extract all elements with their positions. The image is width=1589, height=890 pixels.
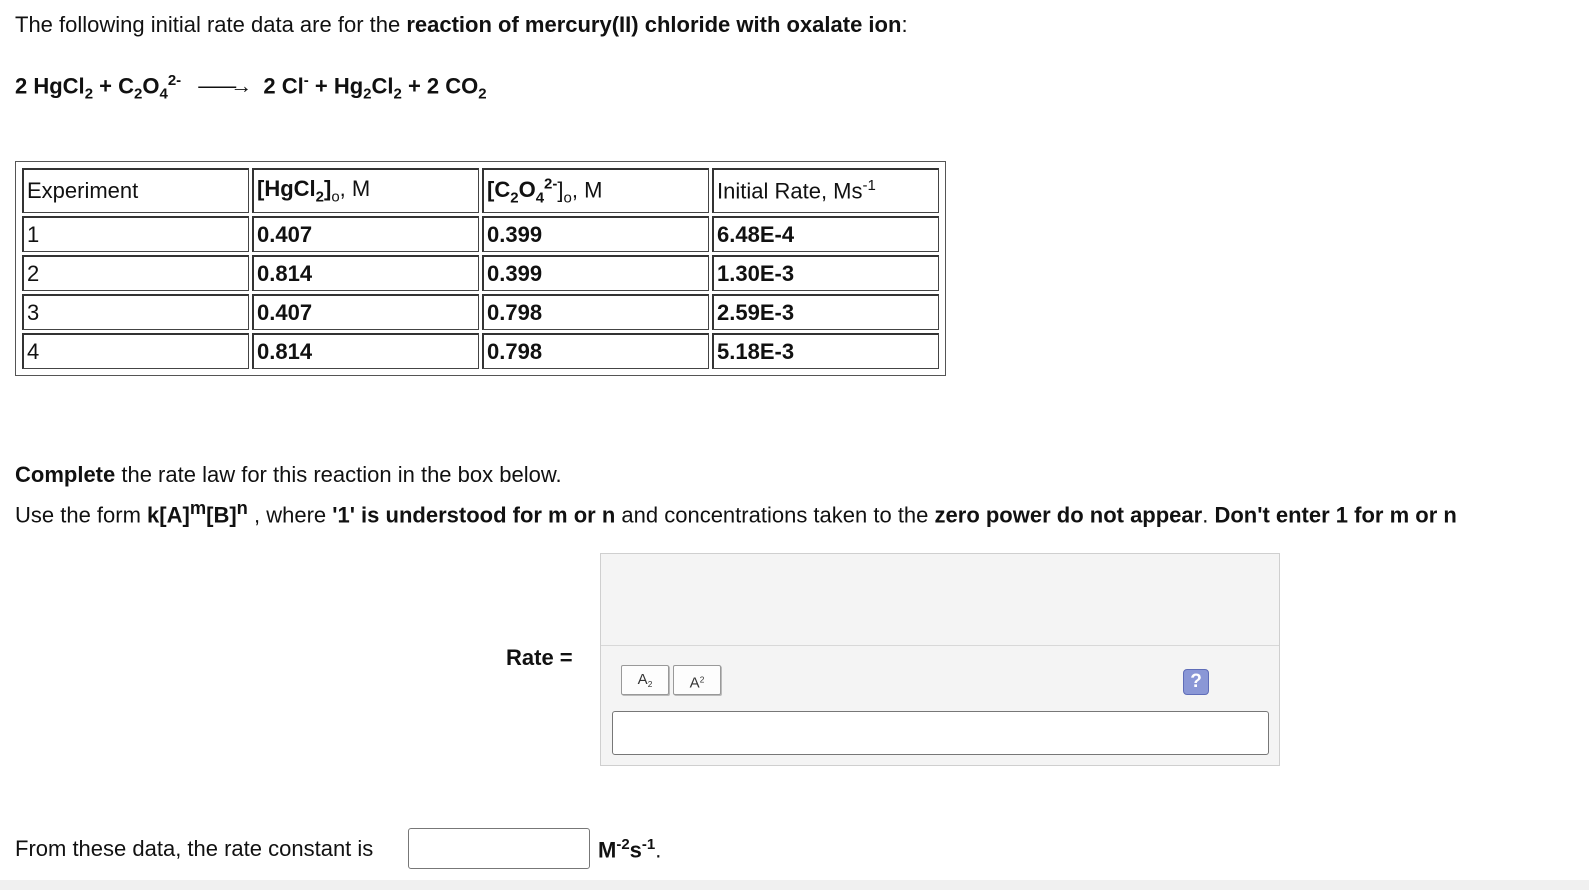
instr-bold: '1' is understood for m or n — [332, 502, 616, 528]
header-text: Initial Rate, Ms — [717, 178, 863, 204]
intro-prefix: The following initial rate data are for the — [15, 12, 407, 37]
instructions-line2 — [15, 491, 1457, 531]
eq-charge: - — [303, 72, 309, 89]
instr-bold: Don't enter 1 for m or n — [1214, 502, 1457, 528]
subscript-icon: A — [637, 671, 648, 688]
eq-sub: 2 — [393, 85, 402, 103]
instr-bold: zero power do not appear — [934, 502, 1203, 528]
cell-experiment: 2 — [22, 255, 249, 291]
reaction-arrow-icon: ——→ — [198, 73, 247, 99]
header-text: [HgCl — [257, 176, 316, 202]
table-header-row — [22, 168, 939, 213]
cell-oxalate: 0.798 — [482, 294, 709, 330]
unit-m: M — [598, 837, 617, 863]
subscript-icon-small: 2 — [647, 679, 653, 689]
subscript-button[interactable] — [621, 665, 669, 695]
cell-hgcl2: 0.814 — [252, 333, 479, 369]
eq-plus: + C — [93, 73, 134, 99]
instructions — [15, 458, 1457, 531]
header-text: Experiment — [27, 178, 139, 203]
eq-sub: 2 — [84, 85, 94, 103]
reaction-equation — [15, 72, 487, 103]
data-table — [19, 165, 942, 372]
eq-product1: 2 Cl — [263, 73, 304, 99]
cell-experiment: 1 — [22, 216, 249, 252]
header-text: , M — [571, 176, 603, 202]
rate-constant-input[interactable] — [408, 828, 590, 869]
header-experiment — [22, 168, 249, 213]
table-row — [22, 216, 939, 252]
instr-text: the rate law for this reaction in the box below. — [115, 462, 562, 487]
eq-charge: 2- — [167, 72, 182, 89]
cell-experiment: 4 — [22, 333, 249, 369]
header-text: , M — [339, 176, 371, 202]
instr-exp-m: m — [189, 497, 207, 518]
eq-sub: 2 — [478, 85, 487, 103]
help-icon[interactable]: ? — [1183, 669, 1209, 695]
header-sup: 2- — [544, 175, 558, 193]
header-text: [C — [487, 176, 511, 202]
cell-hgcl2: 0.407 — [252, 294, 479, 330]
header-rate — [712, 168, 939, 213]
superscript-icon-small: 2 — [699, 675, 705, 685]
eq-sub: 4 — [159, 85, 168, 103]
eq-sub: 2 — [363, 85, 372, 103]
cell-oxalate: 0.399 — [482, 216, 709, 252]
eq-cl: Cl — [371, 73, 394, 99]
instr-text: . — [1202, 502, 1215, 528]
cell-oxalate: 0.399 — [482, 255, 709, 291]
eq-sub: 2 — [134, 85, 143, 103]
header-oxalate — [482, 168, 709, 213]
unit-period: . — [655, 837, 662, 863]
rate-label: Rate = — [506, 645, 573, 670]
rate-constant-units — [598, 836, 661, 863]
header-text: ] — [557, 176, 564, 202]
instr-form: k[A] — [147, 502, 190, 528]
header-sub: 2 — [315, 188, 324, 206]
header-sub: o — [331, 188, 340, 206]
cell-rate: 6.48E-4 — [712, 216, 939, 252]
instr-form: [B] — [206, 502, 237, 528]
editor-preview-area — [601, 554, 1279, 646]
instr-bold: Complete — [15, 462, 116, 487]
rate-data-table — [15, 161, 946, 376]
unit-s-exp: -1 — [641, 836, 656, 853]
table-row — [22, 294, 939, 330]
rate-law-editor — [600, 553, 1280, 766]
header-text: O — [518, 176, 536, 202]
rate-law-input[interactable] — [612, 711, 1269, 755]
cell-rate: 1.30E-3 — [712, 255, 939, 291]
rate-constant-label: From these data, the rate constant is — [15, 836, 374, 861]
table-row — [22, 255, 939, 291]
cell-experiment: 3 — [22, 294, 249, 330]
intro-suffix: : — [901, 12, 908, 37]
cell-hgcl2: 0.814 — [252, 255, 479, 291]
cell-hgcl2: 0.407 — [252, 216, 479, 252]
instr-text: and concentrations taken to the — [615, 502, 935, 528]
header-text: ] — [324, 176, 332, 202]
header-hgcl2 — [252, 168, 479, 213]
unit-s: s — [629, 837, 642, 863]
superscript-icon: A — [689, 674, 700, 692]
header-sub: 4 — [535, 189, 545, 207]
instr-text: , where — [247, 502, 333, 528]
instr-exp-n: n — [236, 497, 248, 518]
cell-rate: 2.59E-3 — [712, 294, 939, 330]
bottom-strip — [0, 880, 1589, 890]
header-sup: -1 — [862, 177, 876, 195]
eq-reactant1: 2 HgCl — [15, 73, 85, 99]
eq-plus: + Hg — [308, 73, 364, 99]
eq-plus: + 2 CO — [401, 73, 479, 99]
header-sub: o — [563, 189, 572, 207]
unit-m-exp: -2 — [616, 836, 630, 853]
instructions-line1 — [15, 458, 1457, 491]
intro-bold: reaction of mercury(II) chloride with oxalate ion — [406, 12, 902, 37]
header-sub: 2 — [510, 189, 519, 207]
table-row — [22, 333, 939, 369]
intro-text — [15, 12, 908, 38]
eq-o: O — [142, 73, 160, 99]
cell-oxalate: 0.798 — [482, 333, 709, 369]
superscript-button[interactable] — [673, 665, 721, 695]
cell-rate: 5.18E-3 — [712, 333, 939, 369]
instr-text: Use the form — [15, 502, 148, 528]
